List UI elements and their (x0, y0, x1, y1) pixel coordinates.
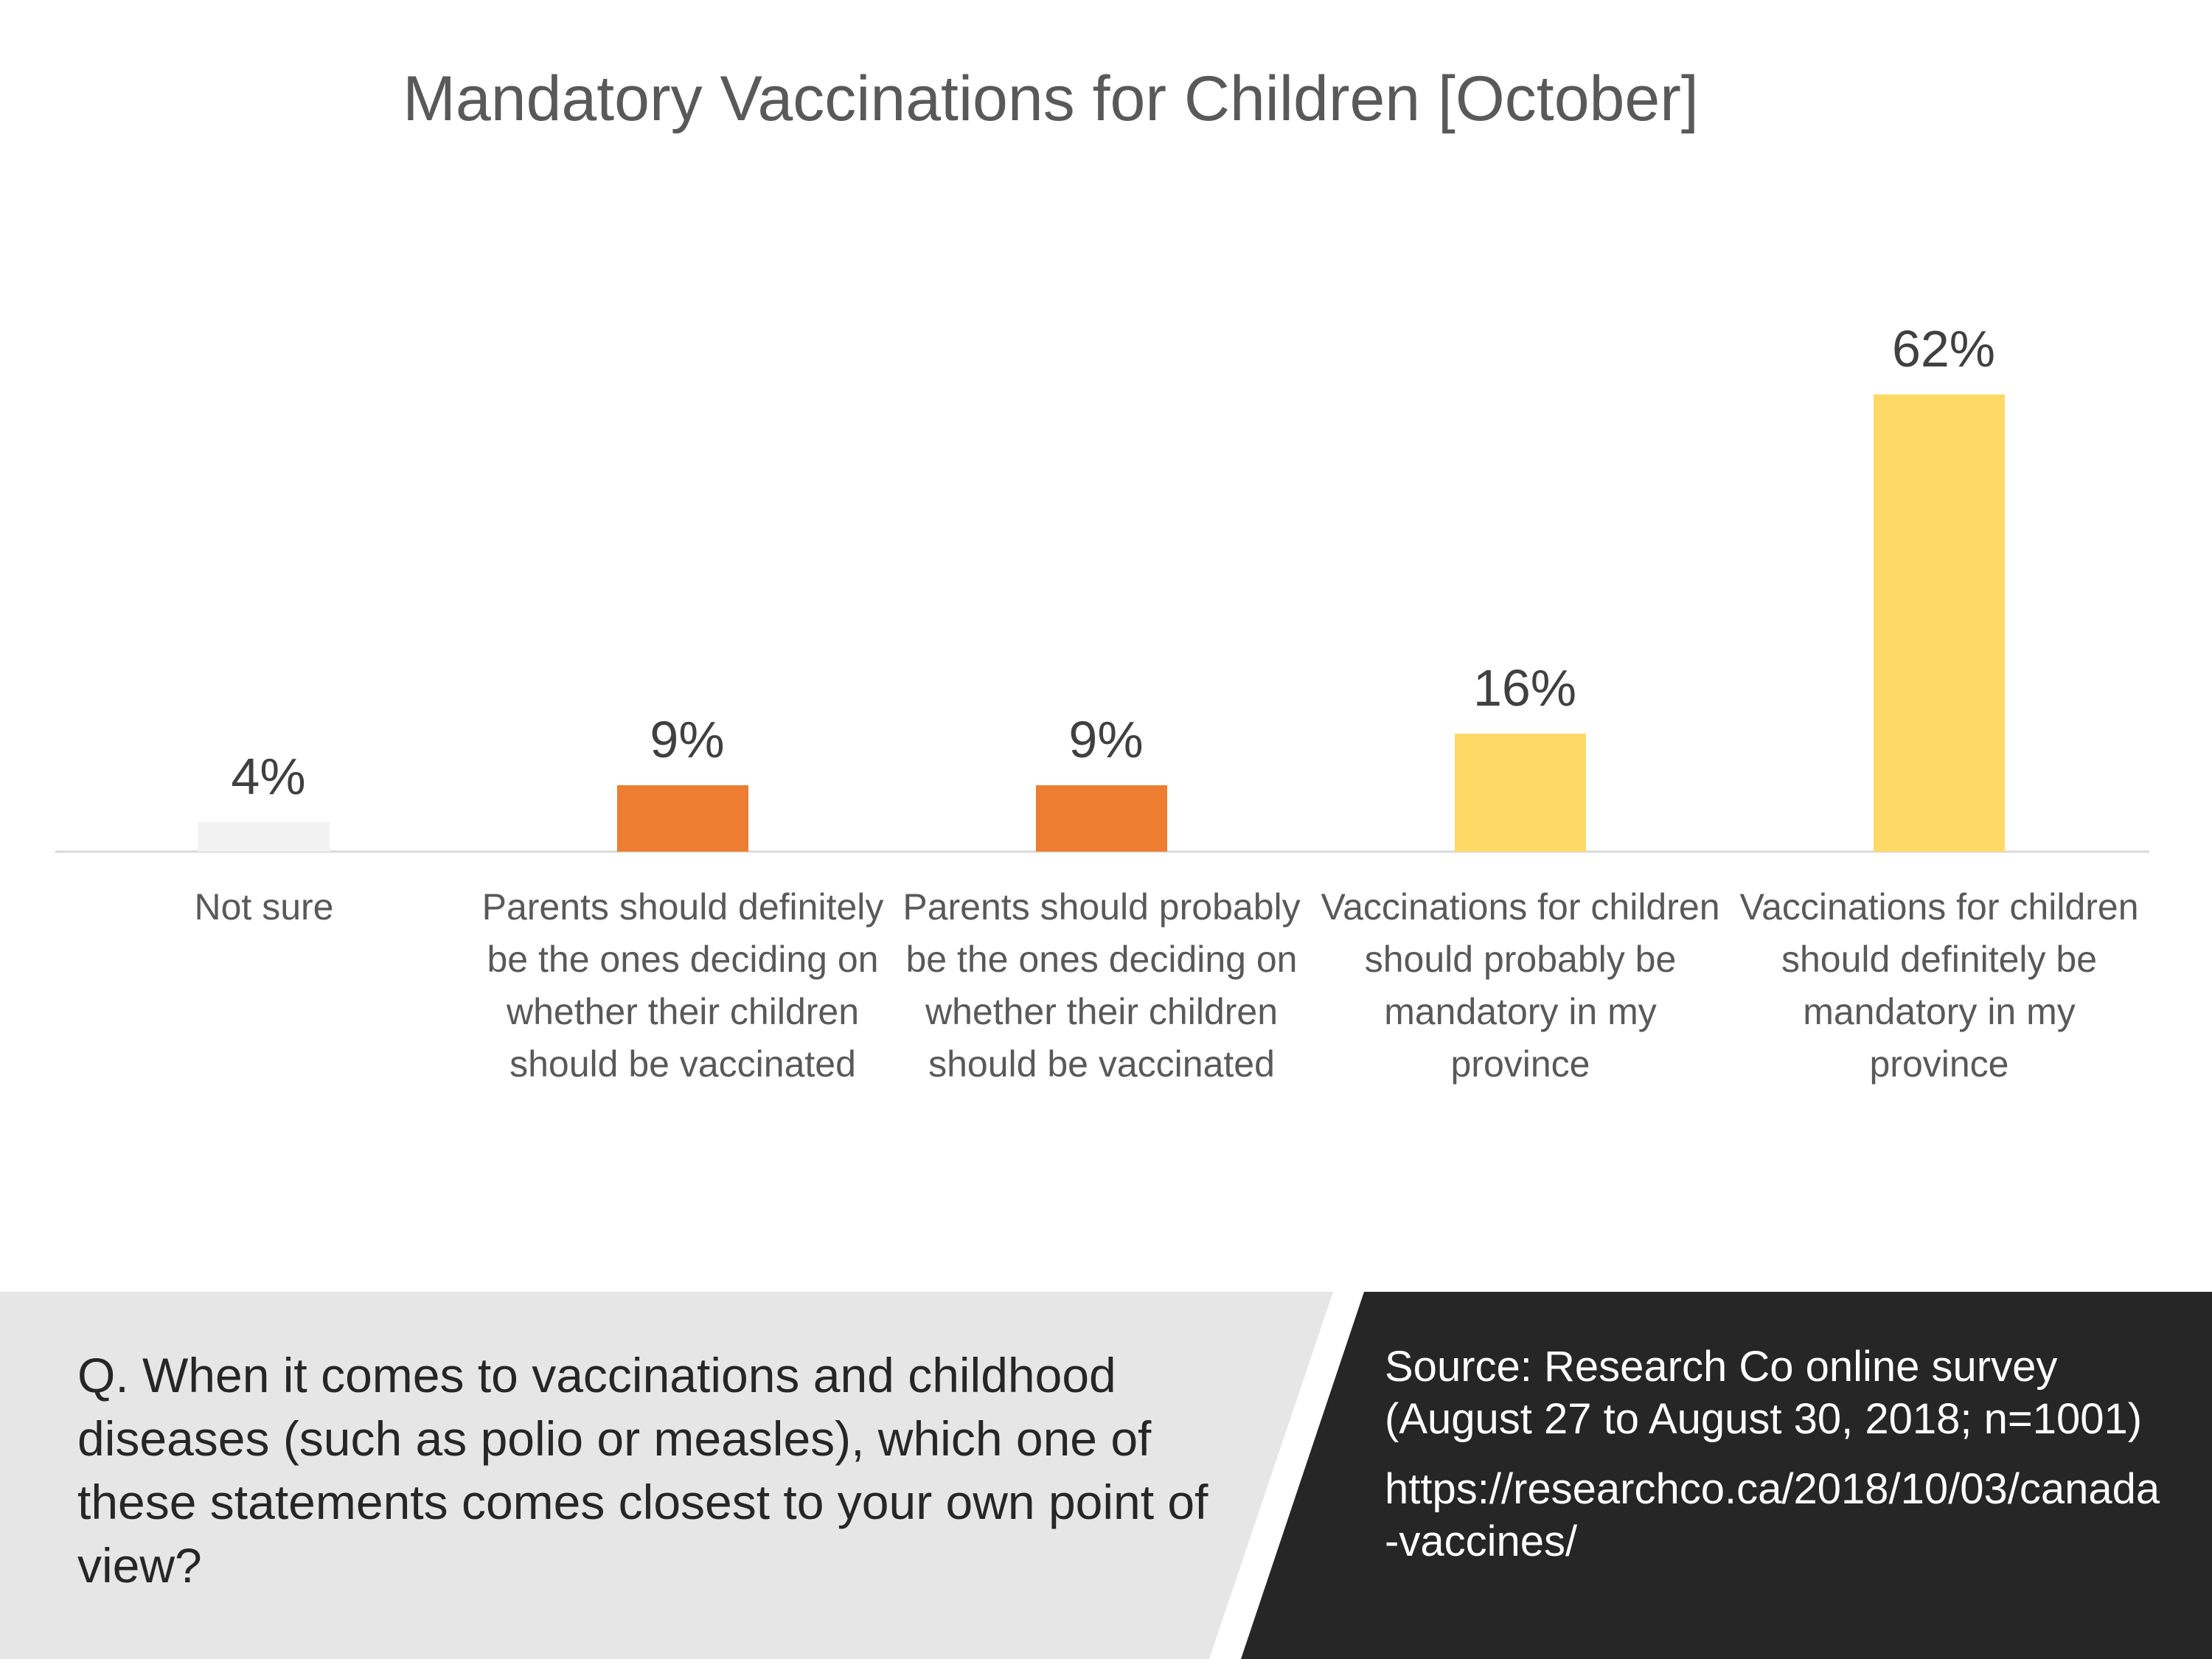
category-label: Vaccinations for children should probably be mandatory in my province (1321, 886, 1720, 1085)
category-label: Not sure (194, 886, 334, 928)
category-label: Parents should definitely be the ones deciding on whether their children should be vaccinated (481, 886, 884, 1085)
data-label: 62% (1891, 320, 1996, 378)
bar (1874, 394, 2005, 852)
survey-question: Q. When it comes to vaccinations and childhood diseases (such as polio or measles), which one of these statements comes closest to your own point of view? (77, 1348, 1208, 1593)
bar (617, 785, 748, 852)
data-label: 9% (1068, 711, 1144, 768)
chart-title: Mandatory Vaccinations for Children [October] (403, 63, 1699, 134)
data-label: 16% (1472, 659, 1577, 717)
bar (198, 822, 330, 852)
source-url[interactable]: https://researchco.ca/2018/10/03/canada-vaccines/ (1385, 1465, 2160, 1565)
category-label: Parents should probably be the ones deciding on whether their children should be vaccinated (902, 886, 1301, 1085)
source-note (1385, 1340, 2166, 1568)
data-label: 4% (231, 748, 306, 805)
data-label: 9% (650, 711, 725, 768)
category-label: Vaccinations for children should definitely be mandatory in my province (1739, 886, 2139, 1085)
bar (1455, 734, 1586, 852)
bar (1036, 785, 1167, 852)
source-text: Source: Research Co online survey (August 27 to August 30, 2018; n=1001) (1385, 1343, 2143, 1443)
